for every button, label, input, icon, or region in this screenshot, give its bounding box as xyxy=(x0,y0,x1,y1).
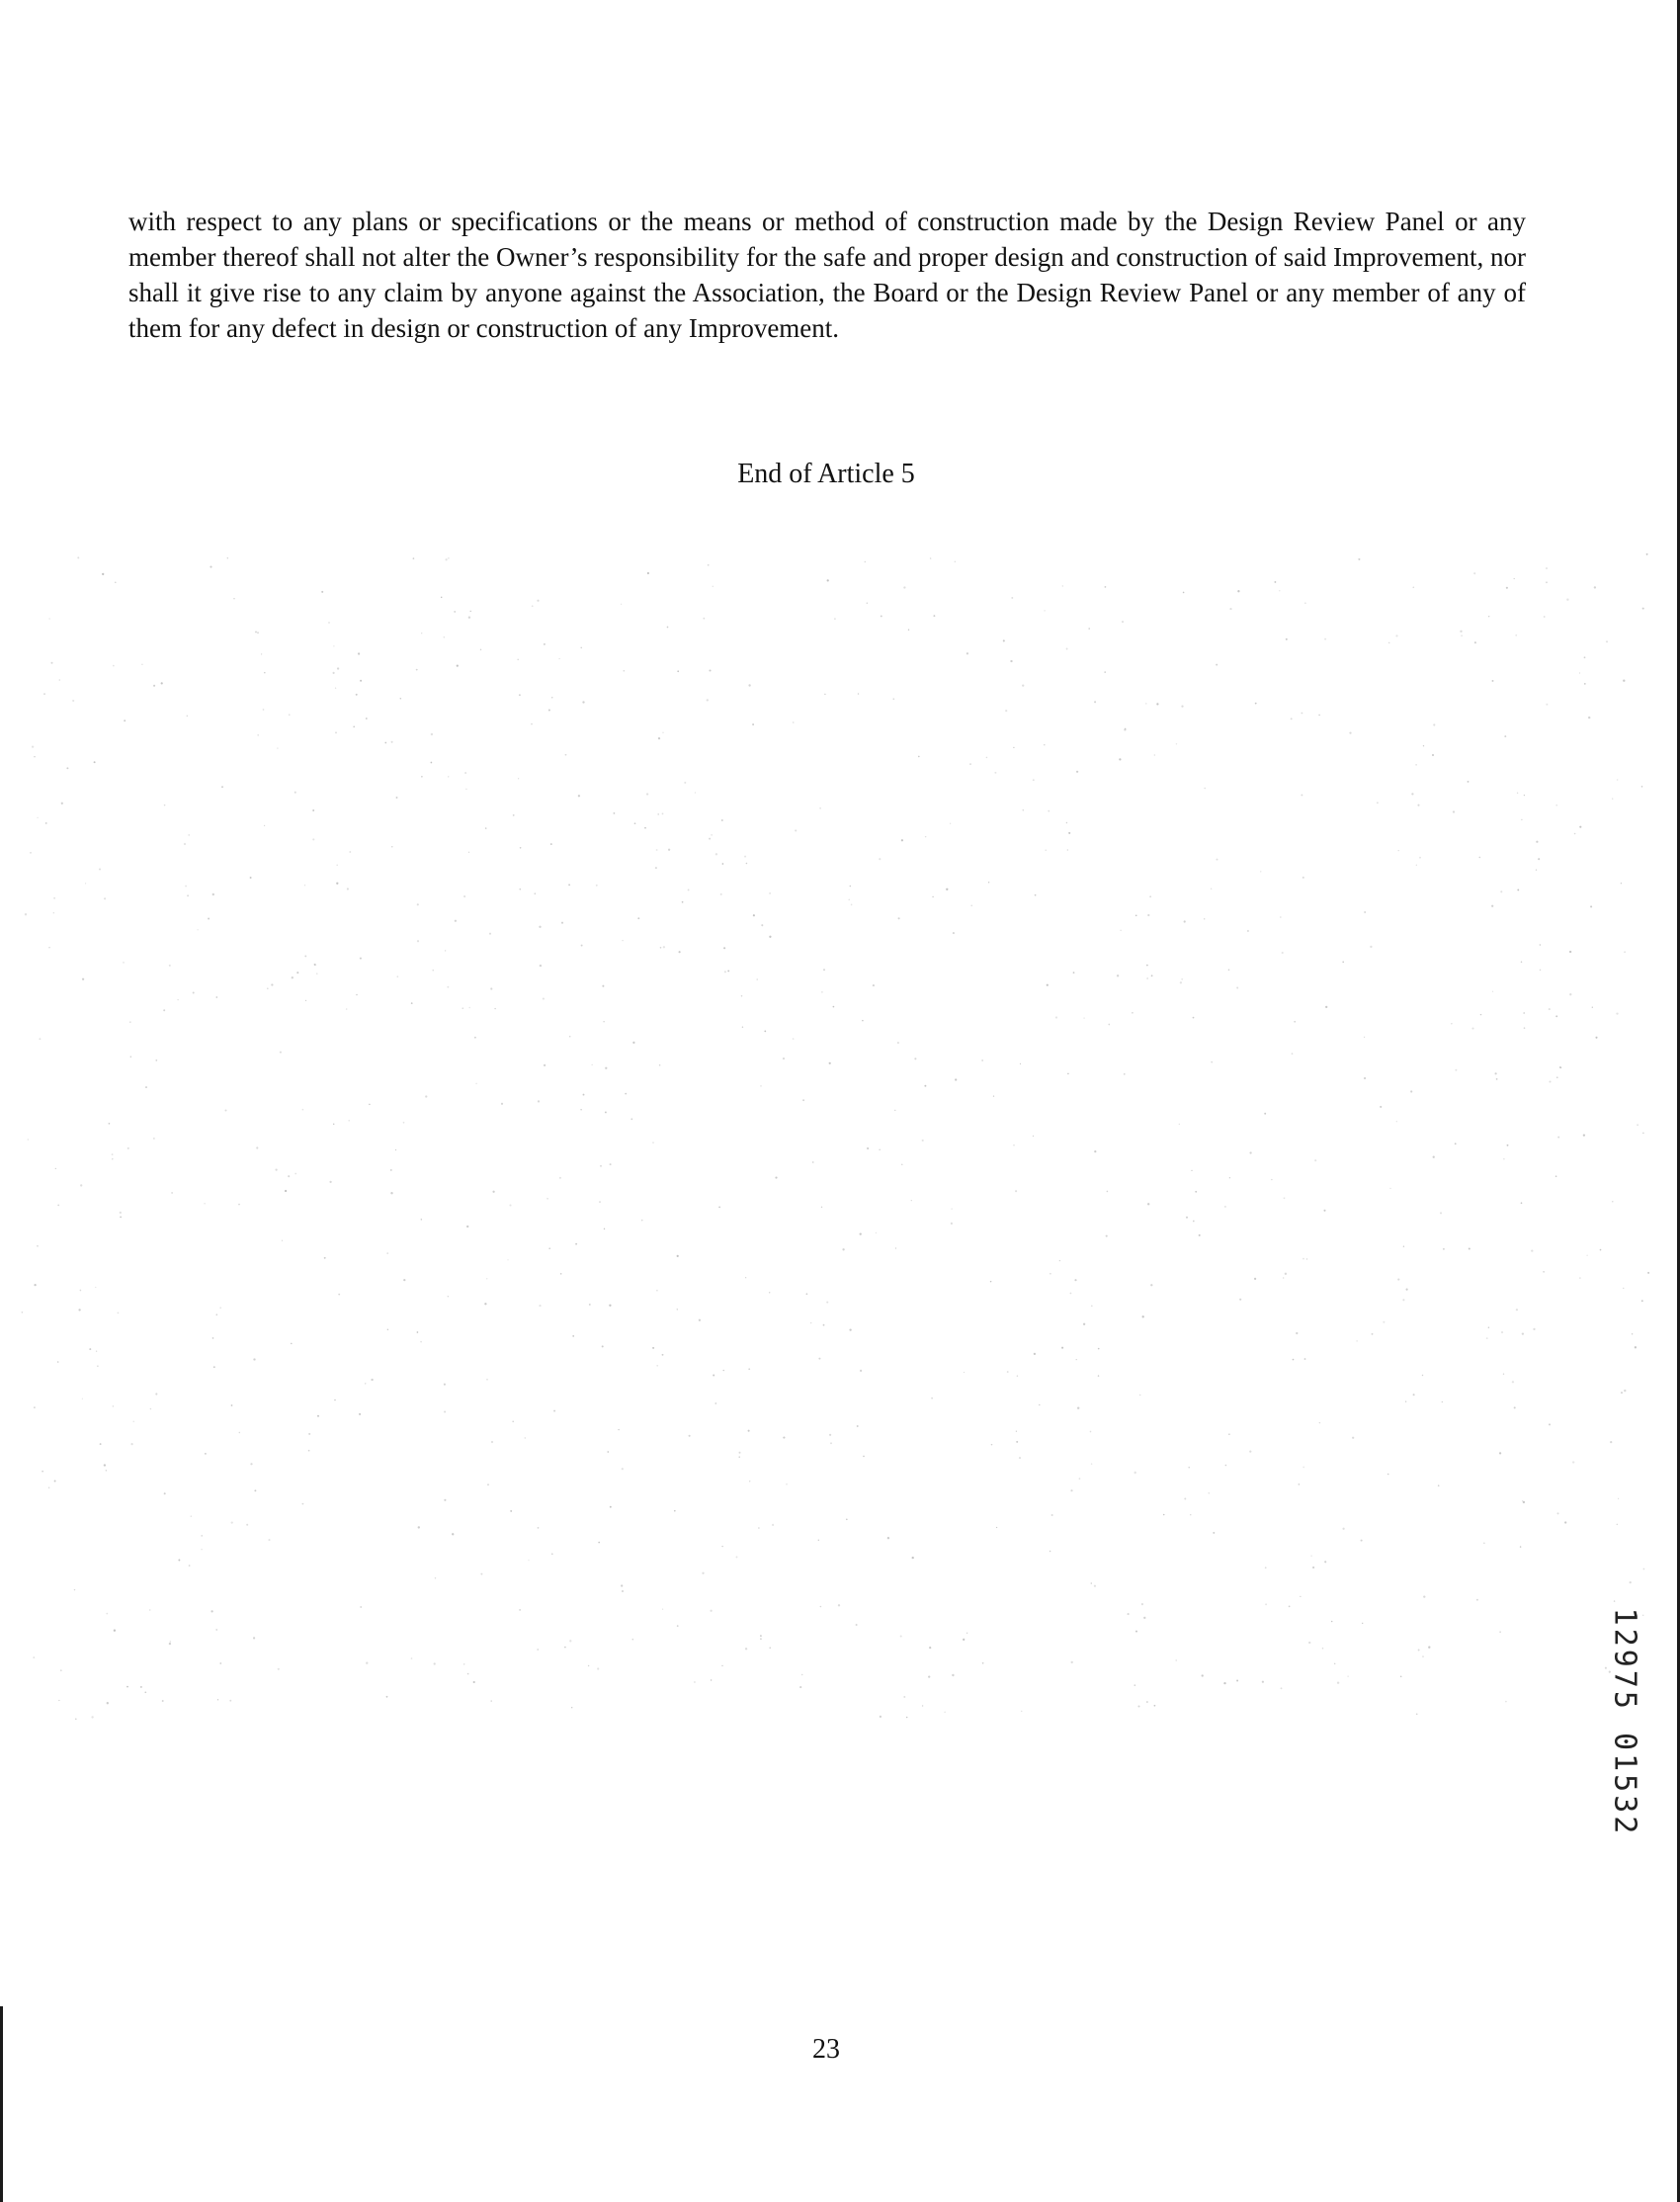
recording-stamp xyxy=(1601,1583,1648,1860)
end-of-article-heading: End of Article 5 xyxy=(737,459,915,489)
page-number: 23 xyxy=(812,2034,840,2065)
recording-stamp-number: 12975 01532 xyxy=(1607,1607,1642,1836)
body-paragraph: with respect to any plans or specifications or the means or method of construction made by the Design Review Panel or any member thereof shall not alter the Owner’s responsibility for the safe and proper design and construction of said Improvement, nor shall it give rise to any claim by anyone against the Association, the Board or the Design Review Panel or any member of any of them for any defect in design or construction of any Improvement. xyxy=(128,207,1526,343)
